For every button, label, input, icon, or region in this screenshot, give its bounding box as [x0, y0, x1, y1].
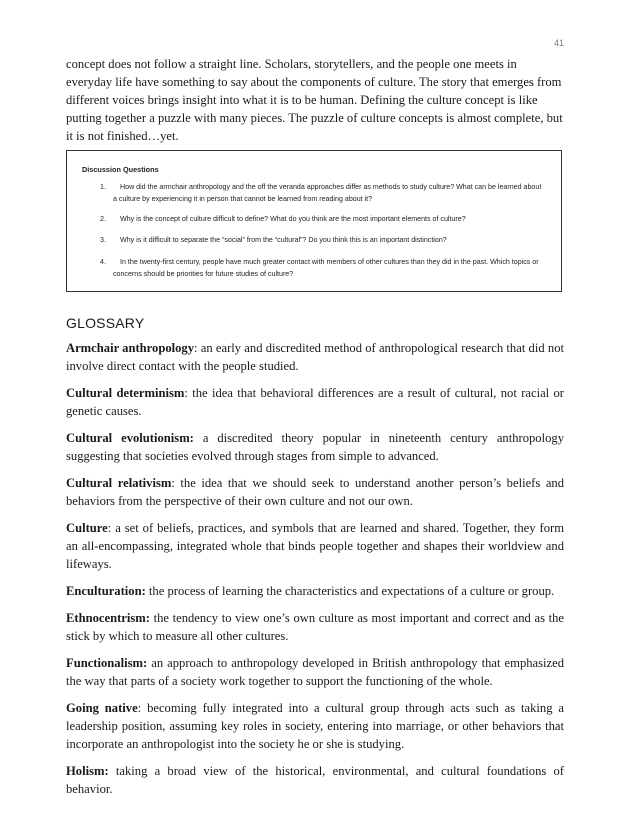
- glossary-list: [66, 339, 564, 807]
- glossary-definition: : a set of beliefs, practices, and symbols that are learned and shared. Together, they form an all-encompassing, integrated whole that binds people together and shapes their worldview and lifeways.: [66, 521, 564, 571]
- question-text: Why is the concept of culture difficult to define? What do you think are the most important elements of culture?: [120, 215, 466, 223]
- glossary-definition: : an early and discredited method of anthropological research that did not involve direct contact with the people studied.: [66, 341, 564, 373]
- glossary-entry: [66, 429, 564, 465]
- glossary-entry: [66, 654, 564, 690]
- glossary-term: Cultural evolutionism:: [66, 431, 194, 445]
- discussion-questions-box: [66, 150, 562, 292]
- glossary-term: Armchair anthropology: [66, 341, 195, 355]
- discussion-question-2: [82, 214, 544, 226]
- glossary-term: Culture: [66, 521, 108, 535]
- question-number: 3.: [100, 236, 106, 244]
- glossary-term: Cultural determinism: [66, 386, 185, 400]
- glossary-term: Functionalism:: [66, 656, 148, 670]
- glossary-entry: [66, 762, 564, 798]
- glossary-term: Cultural relativism: [66, 476, 172, 490]
- glossary-term: Enculturation:: [66, 584, 146, 598]
- page-number: 41: [553, 38, 564, 48]
- glossary-definition: the tendency to view one’s own culture as most important and correct and as the stick by which to measure all other cultures.: [66, 611, 564, 643]
- glossary-entry: [66, 474, 564, 510]
- question-text: Why is it difficult to separate the “social” from the “cultural”? Do you think this is an important distinction?: [120, 236, 447, 244]
- question-text: How did the armchair anthropology and the off the veranda approaches differ as methods to study culture? What can be learned about a culture by experiencing it in person that cannot be learned from reading about it?: [113, 183, 542, 203]
- glossary-heading: GLOSSARY: [66, 315, 145, 331]
- glossary-term: Ethnocentrism:: [66, 611, 150, 625]
- glossary-definition: a discredited theory popular in nineteenth century anthropology suggesting that societies evolved through stages from simple to advanced.: [66, 431, 564, 463]
- glossary-entry: [66, 699, 564, 753]
- question-number: 4.: [100, 258, 106, 266]
- discussion-question-1: [82, 182, 544, 205]
- glossary-entry: [66, 609, 564, 645]
- glossary-entry: [66, 582, 564, 600]
- glossary-definition: taking a broad view of the historical, environmental, and cultural foundations of behavior.: [66, 764, 564, 796]
- question-number: 2.: [100, 215, 106, 223]
- discussion-title: Discussion Questions: [82, 165, 159, 174]
- glossary-definition: the process of learning the characteristics and expectations of a culture or group.: [145, 584, 555, 598]
- glossary-entry: [66, 519, 564, 573]
- glossary-entry: [66, 339, 564, 375]
- discussion-question-3: [82, 235, 544, 247]
- discussion-question-4: [82, 257, 544, 280]
- glossary-definition: : becoming fully integrated into a cultural group through acts such as taking a leadership position, assuming key roles in society, entering into marriage, or other behaviors that incorporate an anthropologist into the society he or she is studying.: [66, 701, 565, 751]
- question-number: 1.: [100, 183, 106, 191]
- glossary-term: Holism:: [66, 764, 109, 778]
- glossary-entry: [66, 384, 564, 420]
- glossary-term: Going native: [66, 701, 138, 715]
- glossary-definition: : the idea that we should seek to understand another person’s beliefs and behaviors from the perspective of their own culture and not our own.: [66, 476, 564, 508]
- question-text: In the twenty-first century, people have much greater contact with members of other cultures than they did in the past. Which topics or concerns should be priorities for future studies of culture?: [113, 258, 539, 278]
- glossary-definition: : the idea that behavioral differences are a result of cultural, not racial or genetic causes.: [66, 386, 564, 418]
- intro-paragraph: concept does not follow a straight line. Scholars, storytellers, and the people one meets in everyday life have something to say about the components of culture. The story that emerges from different voices brings insight into what it is to be human. Defining the culture concept is like putting together a puzzle with many pieces. The puzzle of culture concepts is almost complete, but it is not finished…yet.: [66, 57, 563, 143]
- glossary-definition: an approach to anthropology developed in British anthropology that emphasized the way that parts of a society work together to support the functioning of the whole.: [66, 656, 564, 688]
